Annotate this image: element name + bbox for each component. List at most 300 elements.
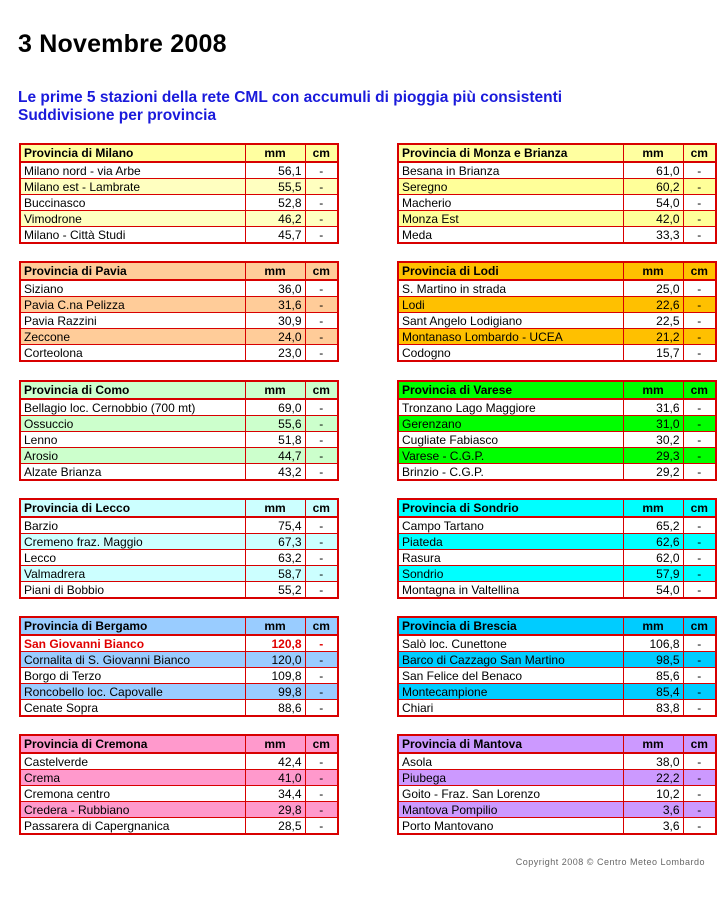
snow-cm: -: [305, 399, 338, 416]
snow-cm: -: [305, 329, 338, 345]
rain-mm: 41,0: [245, 770, 305, 786]
station-name: Valmadrera: [20, 566, 245, 582]
mm-column-header: mm: [623, 144, 683, 162]
station-name: Zeccone: [20, 329, 245, 345]
rain-mm: 99,8: [245, 684, 305, 700]
table-row: [20, 432, 338, 448]
table-row: [20, 668, 338, 684]
station-name: Roncobello loc. Capovalle: [20, 684, 245, 700]
table-row: [398, 770, 716, 786]
province-name: Provincia di Como: [20, 381, 245, 399]
table-row: [398, 211, 716, 227]
cm-column-header: cm: [305, 735, 338, 753]
table-row: [398, 818, 716, 835]
table-row: [20, 700, 338, 717]
station-name: Piani di Bobbio: [20, 582, 245, 599]
mm-column-header: mm: [245, 381, 305, 399]
province-header-row: [398, 499, 716, 517]
table-row: [398, 635, 716, 652]
snow-cm: -: [683, 399, 716, 416]
station-name: Borgo di Terzo: [20, 668, 245, 684]
rain-mm: 30,9: [245, 313, 305, 329]
snow-cm: -: [305, 582, 338, 599]
snow-cm: -: [683, 297, 716, 313]
table-row: [398, 668, 716, 684]
snow-cm: -: [305, 534, 338, 550]
snow-cm: -: [305, 179, 338, 195]
cm-column-header: cm: [683, 499, 716, 517]
province-table: [397, 261, 717, 362]
rain-mm: 56,1: [245, 162, 305, 179]
snow-cm: -: [683, 818, 716, 835]
station-name: Bellagio loc. Cernobbio (700 mt): [20, 399, 245, 416]
table-row: [20, 399, 338, 416]
table-row: [398, 162, 716, 179]
rain-mm: 51,8: [245, 432, 305, 448]
rain-mm: 3,6: [623, 802, 683, 818]
table-row: [398, 399, 716, 416]
rain-mm: 52,8: [245, 195, 305, 211]
snow-cm: -: [305, 566, 338, 582]
table-row: [398, 345, 716, 362]
snow-cm: -: [305, 635, 338, 652]
table-row: [398, 534, 716, 550]
province-name: Provincia di Bergamo: [20, 617, 245, 635]
province-header-row: [20, 735, 338, 753]
snow-cm: -: [683, 464, 716, 481]
snow-cm: -: [683, 753, 716, 770]
rain-mm: 44,7: [245, 448, 305, 464]
snow-cm: -: [305, 668, 338, 684]
station-name: Chiari: [398, 700, 623, 717]
snow-cm: -: [305, 448, 338, 464]
snow-cm: -: [683, 668, 716, 684]
station-name: Cugliate Fabiasco: [398, 432, 623, 448]
province-name: Provincia di Sondrio: [398, 499, 623, 517]
table-row: [398, 179, 716, 195]
rain-mm: 34,4: [245, 786, 305, 802]
table-row: [398, 566, 716, 582]
rain-mm: 21,2: [623, 329, 683, 345]
station-name: Piubega: [398, 770, 623, 786]
table-row: [20, 818, 338, 835]
station-name: Codogno: [398, 345, 623, 362]
province-name: Provincia di Cremona: [20, 735, 245, 753]
rain-mm: 62,6: [623, 534, 683, 550]
table-row: [20, 313, 338, 329]
table-row: [20, 448, 338, 464]
table-row: [398, 280, 716, 297]
snow-cm: -: [683, 211, 716, 227]
province-header-row: [20, 262, 338, 280]
rain-mm: 22,6: [623, 297, 683, 313]
station-name: Alzate Brianza: [20, 464, 245, 481]
station-name: Salò loc. Cunettone: [398, 635, 623, 652]
snow-cm: -: [683, 770, 716, 786]
rain-mm: 22,2: [623, 770, 683, 786]
rain-mm: 42,4: [245, 753, 305, 770]
snow-cm: -: [305, 297, 338, 313]
table-row: [20, 753, 338, 770]
rain-mm: 85,6: [623, 668, 683, 684]
snow-cm: -: [683, 635, 716, 652]
snow-cm: -: [305, 227, 338, 244]
station-name: Goito - Fraz. San Lorenzo: [398, 786, 623, 802]
table-row: [20, 582, 338, 599]
station-name: Porto Mantovano: [398, 818, 623, 835]
station-name: Monza Est: [398, 211, 623, 227]
station-name: Seregno: [398, 179, 623, 195]
station-name: Cenate Sopra: [20, 700, 245, 717]
mm-column-header: mm: [623, 735, 683, 753]
snow-cm: -: [683, 448, 716, 464]
rain-mm: 45,7: [245, 227, 305, 244]
table-row: [20, 195, 338, 211]
snow-cm: -: [305, 652, 338, 668]
station-name: Siziano: [20, 280, 245, 297]
mm-column-header: mm: [245, 617, 305, 635]
station-name: Montagna in Valtellina: [398, 582, 623, 599]
cm-column-header: cm: [305, 499, 338, 517]
table-row: [398, 582, 716, 599]
subtitle-line-2: Suddivisione per provincia: [18, 107, 217, 124]
province-table: [397, 498, 717, 599]
snow-cm: -: [683, 345, 716, 362]
rain-mm: 85,4: [623, 684, 683, 700]
province-header-row: [20, 381, 338, 399]
station-name: Buccinasco: [20, 195, 245, 211]
rain-mm: 54,0: [623, 582, 683, 599]
station-name: Montecampione: [398, 684, 623, 700]
snow-cm: -: [683, 566, 716, 582]
rain-mm: 106,8: [623, 635, 683, 652]
rain-mm: 65,2: [623, 517, 683, 534]
rain-mm: 83,8: [623, 700, 683, 717]
province-name: Provincia di Varese: [398, 381, 623, 399]
province-table: [397, 734, 717, 835]
snow-cm: -: [305, 162, 338, 179]
province-header-row: [398, 144, 716, 162]
cm-column-header: cm: [683, 381, 716, 399]
snow-cm: -: [305, 786, 338, 802]
station-name: San Giovanni Bianco: [20, 635, 245, 652]
province-name: Provincia di Monza e Brianza: [398, 144, 623, 162]
station-name: Cremeno fraz. Maggio: [20, 534, 245, 550]
table-row: [20, 684, 338, 700]
station-name: Lodi: [398, 297, 623, 313]
rain-mm: 23,0: [245, 345, 305, 362]
table-row: [398, 416, 716, 432]
table-row: [398, 652, 716, 668]
snow-cm: -: [305, 684, 338, 700]
station-name: Varese - C.G.P.: [398, 448, 623, 464]
mm-column-header: mm: [245, 144, 305, 162]
rain-mm: 98,5: [623, 652, 683, 668]
snow-cm: -: [683, 280, 716, 297]
cm-column-header: cm: [305, 262, 338, 280]
rain-mm: 109,8: [245, 668, 305, 684]
table-row: [398, 297, 716, 313]
table-row: [398, 227, 716, 244]
rain-mm: 75,4: [245, 517, 305, 534]
mm-column-header: mm: [623, 499, 683, 517]
table-row: [20, 280, 338, 297]
province-name: Provincia di Milano: [20, 144, 245, 162]
snow-cm: -: [305, 818, 338, 835]
station-name: Lenno: [20, 432, 245, 448]
station-name: Mantova Pompilio: [398, 802, 623, 818]
table-row: [398, 802, 716, 818]
table-row: [20, 179, 338, 195]
rain-mm: 29,2: [623, 464, 683, 481]
rain-mm: 3,6: [623, 818, 683, 835]
station-name: Macherio: [398, 195, 623, 211]
table-row: [398, 700, 716, 717]
station-name: Barzio: [20, 517, 245, 534]
station-name: Ossuccio: [20, 416, 245, 432]
table-row: [398, 432, 716, 448]
snow-cm: -: [683, 534, 716, 550]
station-name: Barco di Cazzago San Martino: [398, 652, 623, 668]
rain-mm: 43,2: [245, 464, 305, 481]
mm-column-header: mm: [245, 262, 305, 280]
province-header-row: [398, 735, 716, 753]
snow-cm: -: [305, 313, 338, 329]
snow-cm: -: [305, 802, 338, 818]
table-row: [20, 635, 338, 652]
cm-column-header: cm: [305, 617, 338, 635]
rain-mm: 55,2: [245, 582, 305, 599]
rain-mm: 29,8: [245, 802, 305, 818]
province-table: [397, 616, 717, 717]
rain-mm: 31,6: [623, 399, 683, 416]
table-row: [20, 297, 338, 313]
snow-cm: -: [305, 416, 338, 432]
snow-cm: -: [305, 753, 338, 770]
rain-mm: 31,6: [245, 297, 305, 313]
station-name: Campo Tartano: [398, 517, 623, 534]
rain-mm: 33,3: [623, 227, 683, 244]
cm-column-header: cm: [683, 144, 716, 162]
snow-cm: -: [305, 280, 338, 297]
province-table: [19, 380, 339, 481]
station-name: Castelverde: [20, 753, 245, 770]
province-table: [19, 261, 339, 362]
rain-mm: 69,0: [245, 399, 305, 416]
station-name: Sant Angelo Lodigiano: [398, 313, 623, 329]
cm-column-header: cm: [683, 617, 716, 635]
rain-mm: 57,9: [623, 566, 683, 582]
rain-mm: 54,0: [623, 195, 683, 211]
snow-cm: -: [683, 517, 716, 534]
station-name: Pavia Razzini: [20, 313, 245, 329]
cm-column-header: cm: [683, 262, 716, 280]
province-name: Provincia di Lodi: [398, 262, 623, 280]
table-row: [20, 416, 338, 432]
cm-column-header: cm: [683, 735, 716, 753]
snow-cm: -: [683, 416, 716, 432]
station-name: Arosio: [20, 448, 245, 464]
station-name: Milano nord - via Arbe: [20, 162, 245, 179]
rain-mm: 55,6: [245, 416, 305, 432]
table-row: [398, 195, 716, 211]
station-name: Lecco: [20, 550, 245, 566]
rain-mm: 36,0: [245, 280, 305, 297]
station-name: Piateda: [398, 534, 623, 550]
province-header-row: [20, 499, 338, 517]
subtitle-line-1: Le prime 5 stazioni della rete CML con accumuli di pioggia più consistenti: [18, 89, 563, 106]
rain-mm: 46,2: [245, 211, 305, 227]
rain-mm: 55,5: [245, 179, 305, 195]
snow-cm: -: [683, 179, 716, 195]
station-name: Tronzano Lago Maggiore: [398, 399, 623, 416]
table-row: [398, 786, 716, 802]
rain-mm: 29,3: [623, 448, 683, 464]
snow-cm: -: [305, 464, 338, 481]
table-row: [20, 534, 338, 550]
snow-cm: -: [305, 195, 338, 211]
province-table: [19, 498, 339, 599]
rain-mm: 88,6: [245, 700, 305, 717]
mm-column-header: mm: [623, 617, 683, 635]
copyright-notice: Copyright 2008 © Centro Meteo Lombardo: [515, 857, 705, 867]
snow-cm: -: [305, 345, 338, 362]
province-name: Provincia di Mantova: [398, 735, 623, 753]
rain-mm: 58,7: [245, 566, 305, 582]
station-name: Credera - Rubbiano: [20, 802, 245, 818]
rain-mm: 120,8: [245, 635, 305, 652]
rain-mm: 25,0: [623, 280, 683, 297]
table-row: [20, 786, 338, 802]
table-row: [20, 329, 338, 345]
snow-cm: -: [683, 329, 716, 345]
rain-mm: 63,2: [245, 550, 305, 566]
table-row: [20, 770, 338, 786]
province-header-row: [398, 262, 716, 280]
snow-cm: -: [683, 195, 716, 211]
province-header-row: [398, 381, 716, 399]
rain-mm: 30,2: [623, 432, 683, 448]
station-name: Passarera di Capergnanica: [20, 818, 245, 835]
snow-cm: -: [683, 432, 716, 448]
station-name: Brinzio - C.G.P.: [398, 464, 623, 481]
table-row: [20, 652, 338, 668]
snow-cm: -: [683, 313, 716, 329]
table-row: [20, 802, 338, 818]
station-name: Corteolona: [20, 345, 245, 362]
snow-cm: -: [305, 211, 338, 227]
mm-column-header: mm: [245, 735, 305, 753]
snow-cm: -: [305, 517, 338, 534]
table-row: [20, 566, 338, 582]
rain-mm: 15,7: [623, 345, 683, 362]
table-row: [398, 550, 716, 566]
province-table: [19, 143, 339, 244]
province-header-row: [398, 617, 716, 635]
rain-mm: 62,0: [623, 550, 683, 566]
station-name: Rasura: [398, 550, 623, 566]
province-header-row: [20, 144, 338, 162]
rain-mm: 42,0: [623, 211, 683, 227]
table-row: [398, 464, 716, 481]
station-name: Cremona centro: [20, 786, 245, 802]
rain-mm: 24,0: [245, 329, 305, 345]
rain-mm: 61,0: [623, 162, 683, 179]
table-row: [398, 313, 716, 329]
province-name: Provincia di Pavia: [20, 262, 245, 280]
snow-cm: -: [683, 802, 716, 818]
snow-cm: -: [305, 770, 338, 786]
table-row: [398, 448, 716, 464]
mm-column-header: mm: [245, 499, 305, 517]
snow-cm: -: [683, 684, 716, 700]
snow-cm: -: [683, 786, 716, 802]
station-name: Gerenzano: [398, 416, 623, 432]
snow-cm: -: [305, 700, 338, 717]
province-name: Provincia di Lecco: [20, 499, 245, 517]
snow-cm: -: [305, 432, 338, 448]
snow-cm: -: [305, 550, 338, 566]
snow-cm: -: [683, 227, 716, 244]
table-row: [398, 517, 716, 534]
station-name: Pavia C.na Pelizza: [20, 297, 245, 313]
rain-mm: 28,5: [245, 818, 305, 835]
rain-mm: 60,2: [623, 179, 683, 195]
table-row: [20, 345, 338, 362]
cm-column-header: cm: [305, 144, 338, 162]
mm-column-header: mm: [623, 262, 683, 280]
table-row: [20, 211, 338, 227]
page-title: 3 Novembre 2008: [18, 30, 227, 58]
table-row: [20, 464, 338, 481]
snow-cm: -: [683, 582, 716, 599]
station-name: Asola: [398, 753, 623, 770]
rain-mm: 38,0: [623, 753, 683, 770]
station-name: Vimodrone: [20, 211, 245, 227]
table-row: [398, 684, 716, 700]
province-table: [397, 380, 717, 481]
province-table: [19, 616, 339, 717]
station-name: Cornalita di S. Giovanni Bianco: [20, 652, 245, 668]
table-row: [398, 753, 716, 770]
snow-cm: -: [683, 700, 716, 717]
province-table: [19, 734, 339, 835]
station-name: Montanaso Lombardo - UCEA: [398, 329, 623, 345]
station-name: Milano est - Lambrate: [20, 179, 245, 195]
station-name: S. Martino in strada: [398, 280, 623, 297]
province-name: Provincia di Brescia: [398, 617, 623, 635]
province-table: [397, 143, 717, 244]
rain-mm: 120,0: [245, 652, 305, 668]
table-row: [20, 227, 338, 244]
table-row: [20, 550, 338, 566]
rain-mm: 22,5: [623, 313, 683, 329]
cm-column-header: cm: [305, 381, 338, 399]
rain-mm: 31,0: [623, 416, 683, 432]
table-row: [20, 162, 338, 179]
rain-mm: 10,2: [623, 786, 683, 802]
table-row: [20, 517, 338, 534]
snow-cm: -: [683, 652, 716, 668]
station-name: Sondrio: [398, 566, 623, 582]
station-name: Milano - Città Studi: [20, 227, 245, 244]
station-name: Meda: [398, 227, 623, 244]
station-name: Besana in Brianza: [398, 162, 623, 179]
snow-cm: -: [683, 550, 716, 566]
table-row: [398, 329, 716, 345]
mm-column-header: mm: [623, 381, 683, 399]
rain-mm: 67,3: [245, 534, 305, 550]
